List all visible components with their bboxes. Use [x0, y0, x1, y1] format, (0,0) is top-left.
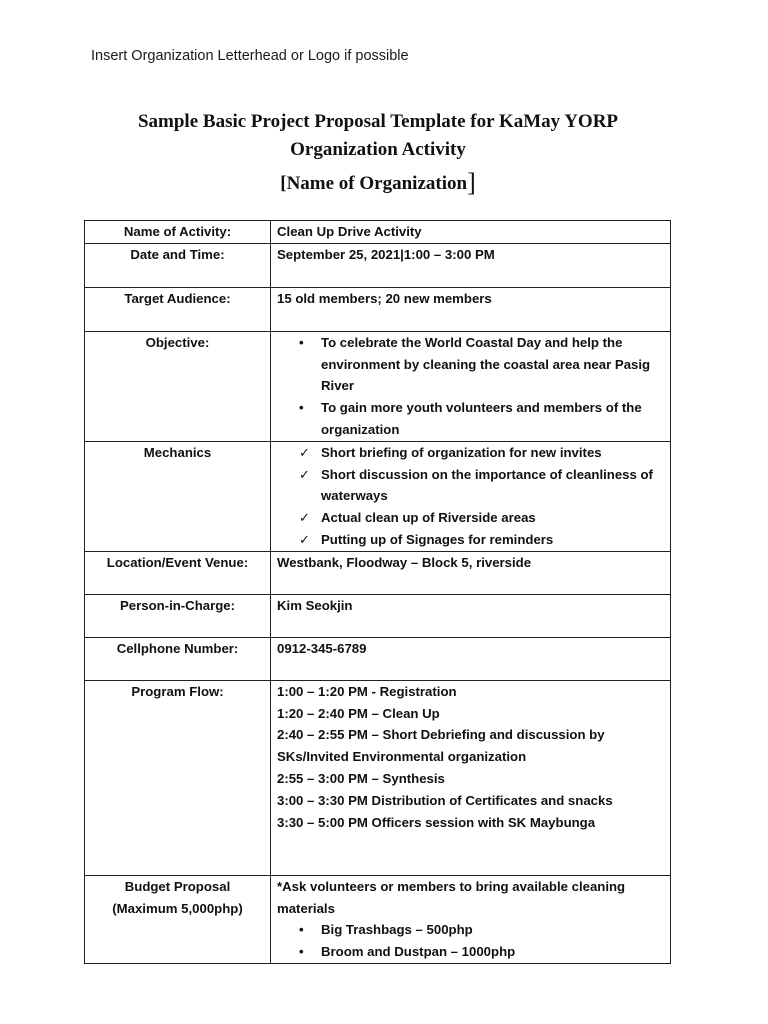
table-row-program-flow [85, 680, 671, 875]
objective-value [271, 331, 671, 441]
budget-label-line: Budget Proposal [124, 878, 231, 894]
mechanics-label: Mechanics [85, 441, 271, 551]
audience-value: 15 old members; 20 new members [271, 287, 671, 331]
budget-note: *Ask volunteers or members to bring available cleaning materials [277, 878, 626, 916]
table-row-budget [85, 875, 671, 963]
mechanics-value [271, 441, 671, 551]
organization-name-text: [Name of Organization [280, 173, 468, 194]
mechanics-list [277, 442, 664, 551]
activity-label: Name of Activity: [85, 221, 271, 244]
title-line-2: Organization Activity [290, 139, 466, 160]
table-row-person-in-charge [85, 594, 671, 637]
objective-item: • To gain more youth volunteers and members of the organization [277, 397, 664, 441]
budget-label [85, 875, 271, 963]
program-flow-line: 1:00 – 1:20 PM - Registration [277, 683, 457, 699]
objective-list [277, 332, 664, 441]
program-flow-line: 2:55 – 3:00 PM – Synthesis [277, 770, 445, 786]
table-row-activity [85, 221, 671, 244]
audience-label: Target Audience: [85, 287, 271, 331]
letterhead-placeholder: Insert Organization Letterhead or Logo if possible [91, 48, 409, 64]
table-row-mechanics [85, 441, 671, 551]
person-value: Kim Seokjin [271, 594, 671, 637]
budget-value [271, 875, 671, 963]
title-line-1: Sample Basic Project Proposal Template for KaMay YORP [137, 111, 619, 132]
organization-name-bracket: ] [467, 168, 476, 197]
location-value: Westbank, Floodway – Block 5, riverside [271, 551, 671, 594]
table-row-audience [85, 287, 671, 331]
mechanics-item: ✓ Short briefing of organization for new invites [277, 442, 664, 464]
program-flow-value [271, 680, 671, 875]
mechanics-item: ✓ Short discussion on the importance of cleanliness of waterways [277, 464, 664, 508]
budget-label-line: (Maximum 5,000php) [112, 900, 243, 916]
date-label: Date and Time: [85, 243, 271, 287]
budget-list [277, 919, 664, 963]
cellphone-label: Cellphone Number: [85, 637, 271, 680]
program-flow-line: 3:00 – 3:30 PM Distribution of Certificates and snacks [277, 792, 613, 808]
date-value: September 25, 2021|1:00 – 3:00 PM [271, 243, 671, 287]
budget-item: • Broom and Dustpan – 1000php [277, 941, 664, 963]
location-label: Location/Event Venue: [85, 551, 271, 594]
table-row-location [85, 551, 671, 594]
mechanics-item: ✓ Putting up of Signages for reminders [277, 529, 664, 551]
mechanics-item: ✓ Actual clean up of Riverside areas [277, 507, 664, 529]
objective-label: Objective: [85, 331, 271, 441]
objective-item: • To celebrate the World Coastal Day and help the environment by cleaning the coastal area near Pasig River [277, 332, 664, 397]
table-row-objective [85, 331, 671, 441]
organization-name [84, 169, 672, 198]
program-flow-label: Program Flow: [85, 680, 271, 875]
table-row-cellphone [85, 637, 671, 680]
person-label: Person-in-Charge: [85, 594, 271, 637]
program-flow-line: 2:40 – 2:55 PM – Short Debriefing and discussion by SKs/Invited Environmental organization [277, 727, 605, 765]
program-flow-line: 3:30 – 5:00 PM Officers session with SK Maybunga [277, 814, 596, 830]
budget-item: • Big Trashbags – 500php [277, 919, 664, 941]
proposal-table [84, 220, 671, 964]
document-title [84, 108, 672, 198]
program-flow-line: 1:20 – 2:40 PM – Clean Up [277, 705, 440, 721]
cellphone-value: 0912-345-6789 [271, 637, 671, 680]
activity-value: Clean Up Drive Activity [271, 221, 671, 244]
table-row-date [85, 243, 671, 287]
